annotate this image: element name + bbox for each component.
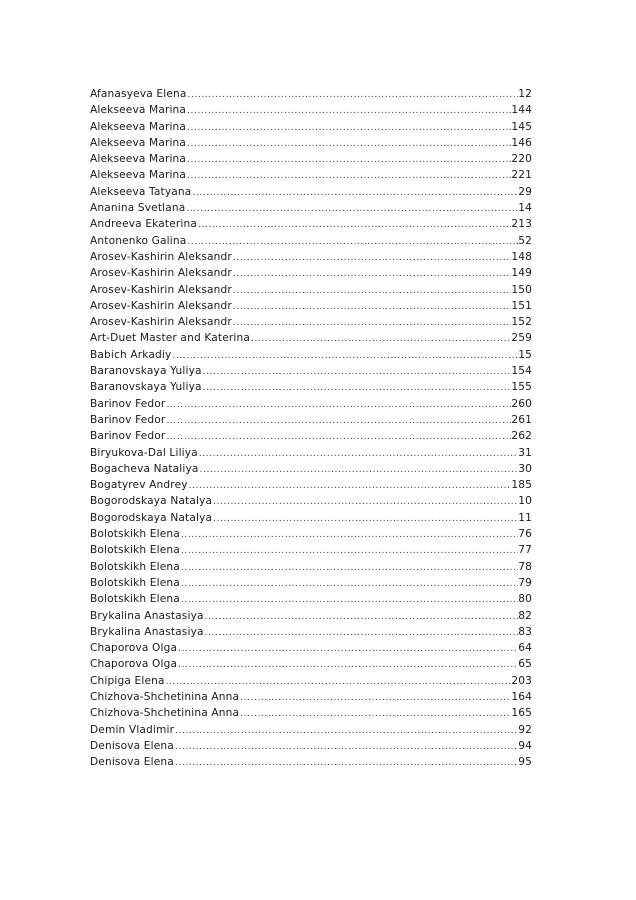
dot-leader bbox=[186, 234, 518, 250]
entry-author-name: Denisova Elena bbox=[90, 739, 174, 752]
index-entry bbox=[90, 249, 532, 265]
index-entry bbox=[90, 705, 532, 721]
entry-page-number: 260 bbox=[511, 397, 532, 410]
dot-leader bbox=[202, 380, 512, 396]
index-entry bbox=[90, 591, 532, 607]
dot-leader bbox=[188, 478, 512, 494]
index-entry bbox=[90, 689, 532, 705]
entry-page-number: 94 bbox=[518, 739, 532, 752]
entry-page-number: 14 bbox=[518, 202, 532, 215]
index-entry bbox=[90, 298, 532, 314]
index-entry bbox=[90, 754, 532, 770]
index-entry bbox=[90, 396, 532, 412]
entry-page-number: 80 bbox=[518, 593, 532, 606]
entry-page-number: 154 bbox=[511, 365, 532, 378]
index-entry bbox=[90, 216, 532, 232]
index-entry bbox=[90, 493, 532, 509]
index-entry bbox=[90, 184, 532, 200]
entry-page-number: 30 bbox=[518, 462, 532, 475]
entry-author-name: Babich Arkadiy bbox=[90, 348, 172, 361]
dot-leader bbox=[239, 706, 511, 722]
author-index-list bbox=[90, 86, 532, 770]
entry-author-name: Bolotskikh Elena bbox=[90, 560, 180, 573]
entry-page-number: 185 bbox=[511, 479, 532, 492]
index-entry bbox=[90, 575, 532, 591]
dot-leader bbox=[165, 674, 512, 690]
index-entry bbox=[90, 624, 532, 640]
entry-page-number: 152 bbox=[511, 316, 532, 329]
dot-leader bbox=[177, 657, 518, 673]
entry-author-name: Andreeva Ekaterina bbox=[90, 218, 197, 231]
entry-page-number: 262 bbox=[511, 430, 532, 443]
entry-page-number: 12 bbox=[518, 88, 532, 100]
entry-author-name: Arosev-Kashirin Aleksandr bbox=[90, 283, 232, 296]
dot-leader bbox=[180, 560, 518, 576]
index-entry bbox=[90, 428, 532, 444]
entry-author-name: Bogorodskaya Natalya bbox=[90, 511, 213, 524]
index-entry bbox=[90, 363, 532, 379]
entry-author-name: Bogatyrev Andrey bbox=[90, 479, 188, 492]
entry-page-number: 78 bbox=[518, 560, 532, 573]
dot-leader bbox=[177, 641, 518, 657]
entry-author-name: Alekseeva Marina bbox=[90, 120, 187, 133]
entry-page-number: 79 bbox=[518, 576, 532, 589]
entry-author-name: Art-Duet Master and Katerina bbox=[90, 332, 250, 345]
entry-page-number: 52 bbox=[518, 234, 532, 247]
index-entry bbox=[90, 282, 532, 298]
entry-page-number: 213 bbox=[511, 218, 532, 231]
dot-leader bbox=[174, 723, 518, 739]
index-entry bbox=[90, 673, 532, 689]
entry-page-number: 95 bbox=[518, 756, 532, 769]
entry-author-name: Arosev-Kashirin Aleksandr bbox=[90, 267, 232, 280]
dot-leader bbox=[232, 283, 511, 299]
dot-leader bbox=[197, 217, 511, 233]
index-entry bbox=[90, 86, 532, 102]
index-entry bbox=[90, 542, 532, 558]
entry-author-name: Biryukova-Dal Liliya bbox=[90, 446, 198, 459]
entry-page-number: 10 bbox=[518, 495, 532, 508]
index-entry bbox=[90, 738, 532, 754]
entry-author-name: Bogacheva Nataliya bbox=[90, 462, 199, 475]
dot-leader bbox=[191, 185, 518, 201]
entry-author-name: Demin Vladimir bbox=[90, 723, 175, 736]
entry-author-name: Brykalina Anastasiya bbox=[90, 609, 204, 622]
dot-leader bbox=[232, 266, 511, 282]
entry-author-name: Arosev-Kashirin Aleksandr bbox=[90, 250, 232, 263]
dot-leader bbox=[212, 511, 518, 527]
entry-page-number: 145 bbox=[511, 120, 532, 133]
entry-page-number: 148 bbox=[511, 250, 532, 263]
dot-leader bbox=[186, 120, 511, 136]
entry-author-name: Alekseeva Marina bbox=[90, 104, 187, 117]
dot-leader bbox=[174, 739, 518, 755]
index-entry bbox=[90, 135, 532, 151]
dot-leader bbox=[198, 446, 518, 462]
dot-leader bbox=[180, 592, 518, 608]
entry-page-number: 151 bbox=[511, 299, 532, 312]
entry-page-number: 221 bbox=[511, 169, 532, 182]
entry-page-number: 92 bbox=[518, 723, 532, 736]
entry-author-name: Baranovskaya Yuliya bbox=[90, 365, 202, 378]
index-entry bbox=[90, 200, 532, 216]
entry-author-name: Brykalina Anastasiya bbox=[90, 625, 204, 638]
index-entry bbox=[90, 412, 532, 428]
entry-author-name: Antonenko Galina bbox=[90, 234, 187, 247]
entry-author-name: Chaporova Olga bbox=[90, 642, 178, 655]
index-entry bbox=[90, 379, 532, 395]
entry-page-number: 31 bbox=[518, 446, 532, 459]
index-entry bbox=[90, 722, 532, 738]
index-entry bbox=[90, 233, 532, 249]
entry-author-name: Bogorodskaya Natalya bbox=[90, 495, 213, 508]
entry-page-number: 220 bbox=[511, 153, 532, 166]
index-entry bbox=[90, 477, 532, 493]
index-entry bbox=[90, 510, 532, 526]
entry-author-name: Barinov Fedor bbox=[90, 413, 166, 426]
entry-author-name: Baranovskaya Yuliya bbox=[90, 381, 202, 394]
entry-page-number: 150 bbox=[511, 283, 532, 296]
entry-page-number: 11 bbox=[518, 511, 532, 524]
entry-page-number: 77 bbox=[518, 544, 532, 557]
entry-author-name: Alekseeva Marina bbox=[90, 153, 187, 166]
index-entry bbox=[90, 608, 532, 624]
entry-author-name: Chizhova-Shchetinina Anna bbox=[90, 690, 240, 703]
entry-page-number: 146 bbox=[511, 136, 532, 149]
dot-leader bbox=[180, 527, 518, 543]
dot-leader bbox=[239, 690, 511, 706]
index-entry bbox=[90, 151, 532, 167]
entry-author-name: Bolotskikh Elena bbox=[90, 528, 180, 541]
entry-author-name: Alekseeva Tatyana bbox=[90, 185, 192, 198]
entry-page-number: 259 bbox=[511, 332, 532, 345]
index-entry bbox=[90, 265, 532, 281]
index-entry bbox=[90, 640, 532, 656]
dot-leader bbox=[165, 413, 511, 429]
entry-author-name: Chaporova Olga bbox=[90, 658, 178, 671]
dot-leader bbox=[199, 462, 519, 478]
index-entry bbox=[90, 167, 532, 183]
index-entry bbox=[90, 559, 532, 575]
entry-page-number: 155 bbox=[511, 381, 532, 394]
entry-page-number: 76 bbox=[518, 528, 532, 541]
entry-author-name: Arosev-Kashirin Aleksandr bbox=[90, 316, 232, 329]
dot-leader bbox=[186, 103, 511, 119]
dot-leader bbox=[165, 397, 511, 413]
entry-page-number: 144 bbox=[511, 104, 532, 117]
entry-author-name: Alekseeva Marina bbox=[90, 169, 187, 182]
entry-author-name: Chipiga Elena bbox=[90, 674, 165, 687]
index-entry bbox=[90, 445, 532, 461]
entry-page-number: 165 bbox=[511, 707, 532, 720]
entry-page-number: 65 bbox=[518, 658, 532, 671]
entry-author-name: Afanasyeva Elena bbox=[90, 88, 187, 100]
entry-page-number: 164 bbox=[511, 690, 532, 703]
entry-author-name: Arosev-Kashirin Aleksandr bbox=[90, 299, 232, 312]
entry-page-number: 82 bbox=[518, 609, 532, 622]
dot-leader bbox=[186, 168, 511, 184]
entry-page-number: 15 bbox=[518, 348, 532, 361]
entry-author-name: Barinov Fedor bbox=[90, 397, 166, 410]
dot-leader bbox=[202, 364, 512, 380]
entry-author-name: Bolotskikh Elena bbox=[90, 576, 180, 589]
entry-page-number: 203 bbox=[511, 674, 532, 687]
index-entry bbox=[90, 347, 532, 363]
dot-leader bbox=[187, 87, 519, 103]
entry-page-number: 149 bbox=[511, 267, 532, 280]
dot-leader bbox=[232, 250, 511, 266]
dot-leader bbox=[174, 755, 518, 771]
dot-leader bbox=[171, 348, 518, 364]
dot-leader bbox=[180, 543, 518, 559]
entry-author-name: Barinov Fedor bbox=[90, 430, 166, 443]
dot-leader bbox=[232, 299, 511, 315]
dot-leader bbox=[186, 152, 511, 168]
index-entry bbox=[90, 526, 532, 542]
entry-page-number: 261 bbox=[511, 413, 532, 426]
index-entry bbox=[90, 656, 532, 672]
dot-leader bbox=[165, 429, 511, 445]
entry-author-name: Denisova Elena bbox=[90, 756, 174, 769]
dot-leader bbox=[212, 494, 518, 510]
dot-leader bbox=[250, 331, 511, 347]
entry-author-name: Bolotskikh Elena bbox=[90, 593, 180, 606]
entry-author-name: Ananina Svetlana bbox=[90, 202, 186, 215]
index-entry bbox=[90, 102, 532, 118]
index-entry bbox=[90, 461, 532, 477]
index-entry bbox=[90, 330, 532, 346]
dot-leader bbox=[186, 136, 511, 152]
dot-leader bbox=[232, 315, 511, 331]
entry-page-number: 29 bbox=[518, 185, 532, 198]
entry-author-name: Alekseeva Marina bbox=[90, 136, 187, 149]
entry-author-name: Bolotskikh Elena bbox=[90, 544, 180, 557]
entry-author-name: Chizhova-Shchetinina Anna bbox=[90, 707, 240, 720]
entry-page-number: 83 bbox=[518, 625, 532, 638]
dot-leader bbox=[180, 576, 518, 592]
dot-leader bbox=[185, 201, 518, 217]
dot-leader bbox=[204, 625, 519, 641]
index-entry bbox=[90, 314, 532, 330]
dot-leader bbox=[204, 609, 519, 625]
index-entry bbox=[90, 119, 532, 135]
entry-page-number: 64 bbox=[518, 642, 532, 655]
